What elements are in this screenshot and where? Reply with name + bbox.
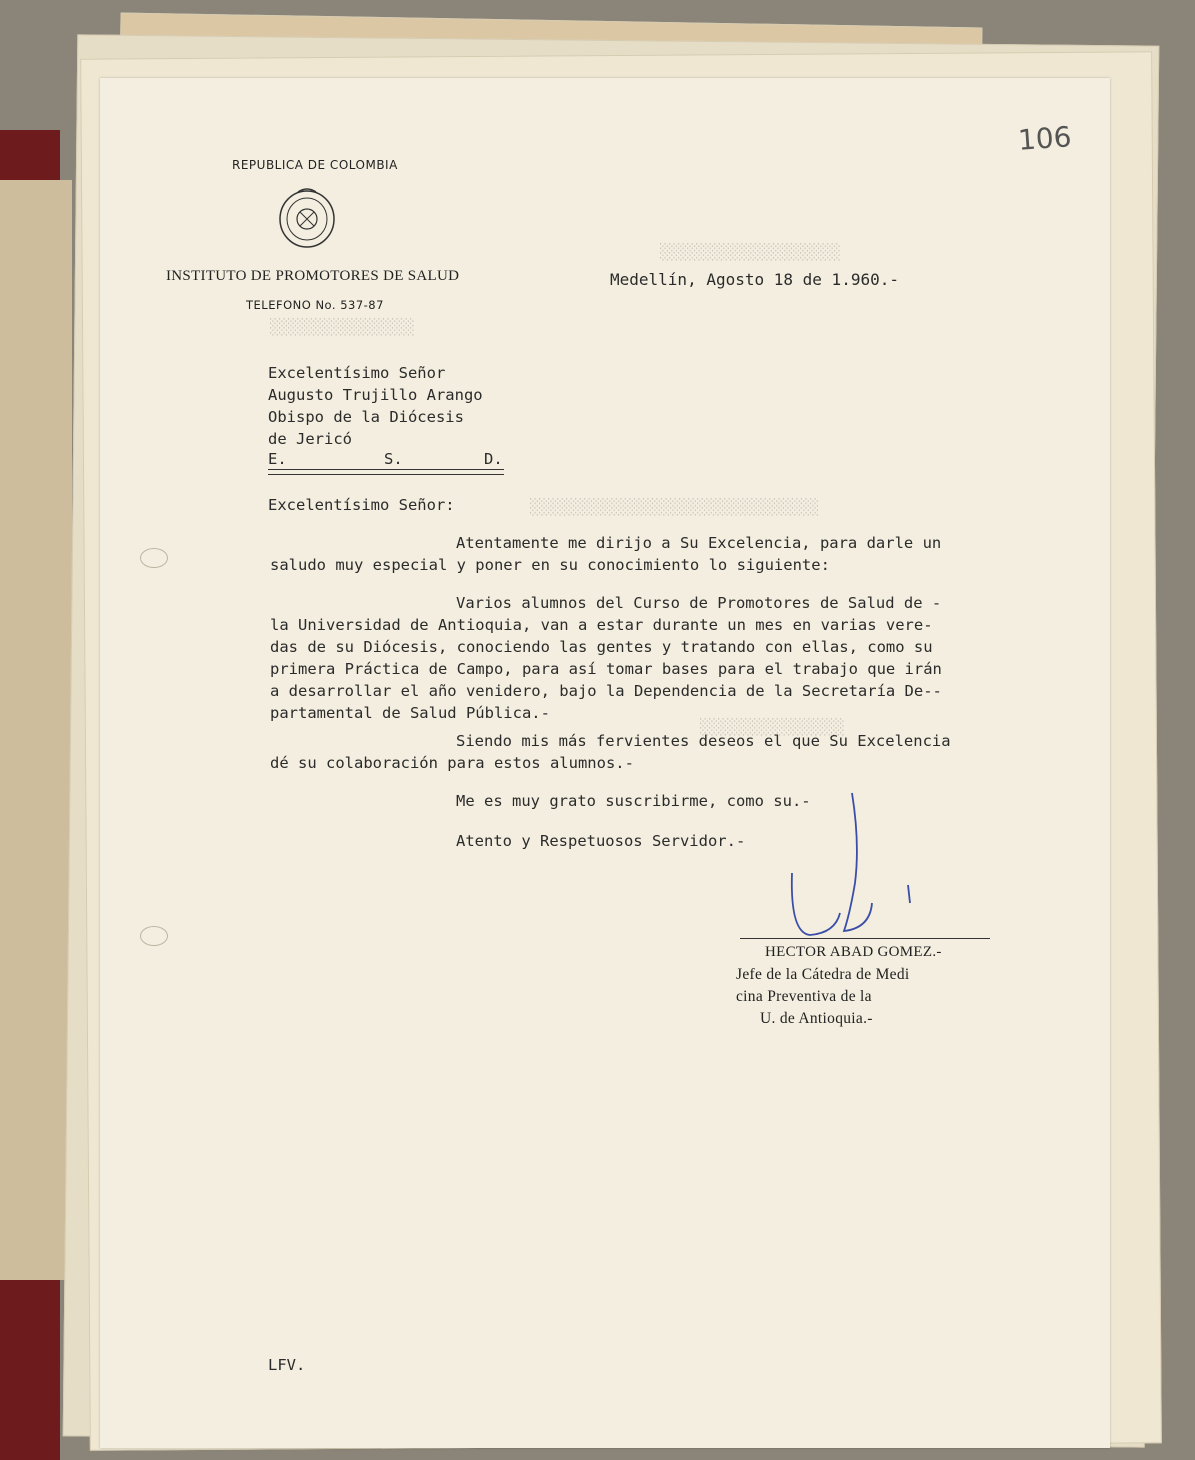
recipient-s: S. — [384, 450, 403, 468]
punch-hole — [140, 548, 168, 568]
recipient-e: E. — [268, 450, 287, 468]
show-through-text: ░░░░░░░░░░░░░░░░ — [700, 718, 845, 736]
folder-paper-edge — [0, 180, 72, 1280]
handwritten-signature-icon — [780, 783, 1040, 953]
date-line: Medellín, Agosto 18 de 1.960.- — [610, 270, 899, 289]
signatory-title: Jefe de la Cátedra de Medi — [736, 966, 910, 983]
recipient-underline — [268, 469, 504, 475]
body-line: dé su colaboración para estos alumnos.- — [270, 754, 634, 772]
signature-line — [740, 938, 990, 939]
recipient-line: de Jericó — [268, 430, 352, 448]
seal-emblem-icon — [276, 186, 338, 248]
signatory-name: HECTOR ABAD GOMEZ.- — [765, 944, 942, 960]
body-line: a desarrollar el año venidero, bajo la Dependencia de la Secretaría De-- — [270, 682, 942, 700]
recipient-d: D. — [484, 450, 503, 468]
letterhead-republic: REPUBLICA DE COLOMBIA — [232, 158, 398, 172]
signatory-title: U. de Antioquia.- — [760, 1010, 873, 1027]
body-line: la Universidad de Antioquia, van a estar durante un mes en varias vere- — [270, 616, 933, 634]
letterhead-institute: INSTITUTO DE PROMOTORES DE SALUD — [166, 268, 460, 284]
recipient-line: Excelentísimo Señor — [268, 364, 446, 382]
body-line: partamental de Salud Pública.- — [270, 704, 550, 722]
closing-line: Atento y Respetuosos Servidor.- — [456, 832, 746, 850]
body-line: saludo muy especial y poner en su conocimiento lo siguiente: — [270, 556, 830, 574]
punch-hole — [140, 926, 168, 946]
body-line: Siendo mis más fervientes deseos el que Su Excelencia — [456, 732, 951, 750]
signatory-title: cina Preventiva de la — [736, 988, 872, 1005]
body-line: primera Práctica de Campo, para así tomar bases para el trabajo que irán — [270, 660, 942, 678]
recipient-line: Obispo de la Diócesis — [268, 408, 464, 426]
body-line: das de su Diócesis, conociendo las gentes y tratando con ellas, como su — [270, 638, 933, 656]
typist-initials: LFV. — [268, 1356, 306, 1374]
body-line: Varios alumnos del Curso de Promotores de Salud de - — [456, 594, 942, 612]
show-through-text: ░░░░░░░░░░░░░░░░░░░░░░░░░░░░░░░░ — [530, 498, 819, 516]
page-number: 106 — [1016, 120, 1073, 157]
closing-line: Me es muy grato suscribirme, como su.- — [456, 792, 811, 810]
recipient-line: Augusto Trujillo Arango — [268, 386, 483, 404]
letter-page — [100, 78, 1110, 1448]
letterhead-phone: TELEFONO No. 537-87 — [246, 298, 384, 312]
show-through-text: ░░░░░░░░░░░░░░░░░░░░ — [660, 243, 841, 261]
salutation: Excelentísimo Señor: — [268, 496, 455, 514]
body-line: Atentamente me dirijo a Su Excelencia, para darle un — [456, 534, 942, 552]
show-through-text: ░░░░░░░░░░░░░░░░ — [270, 318, 415, 336]
